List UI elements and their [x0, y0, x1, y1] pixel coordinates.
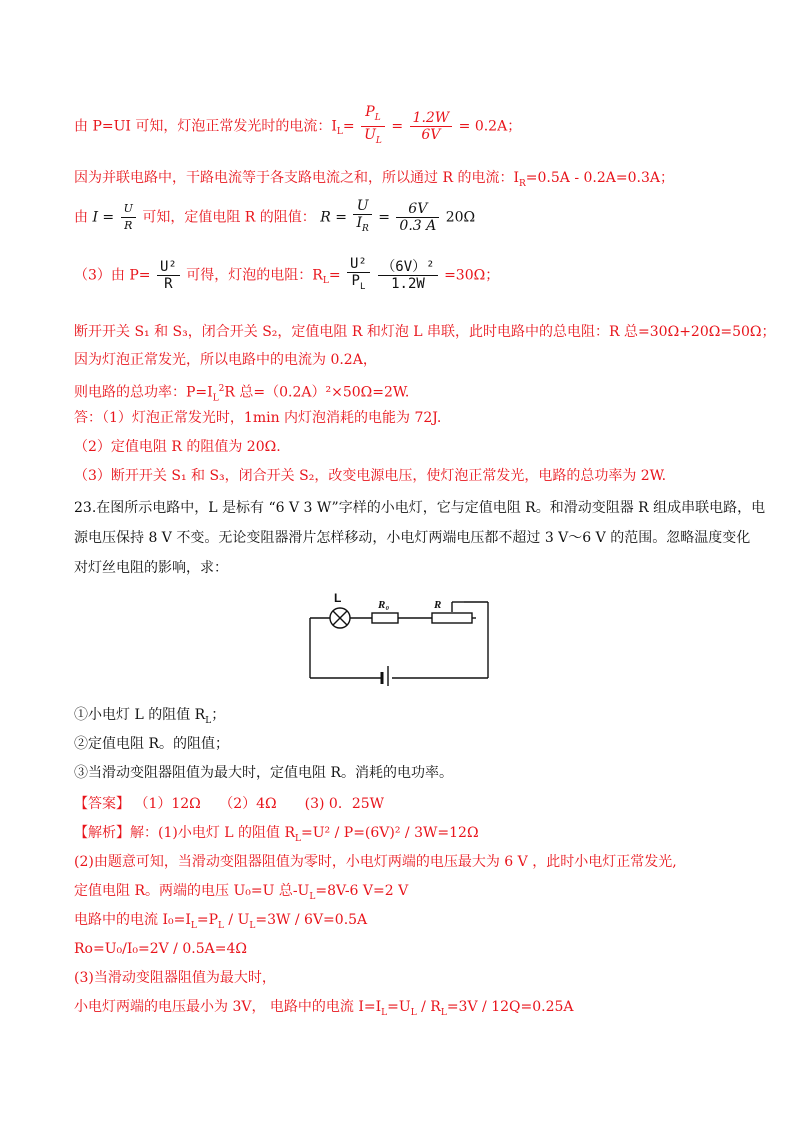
superscript: 2: [218, 384, 225, 394]
frac-den: 6V: [421, 126, 441, 143]
answer-summary: [74, 794, 384, 814]
subscript: L: [359, 281, 366, 292]
analysis-line-3: [74, 881, 408, 907]
subscript: L: [249, 920, 256, 931]
text: （2）定值电阻 R 的阻值为 20Ω.: [74, 439, 281, 455]
fraction-value: [410, 110, 453, 143]
rheostat-icon: [432, 613, 472, 623]
fraction-u-r: [121, 201, 136, 234]
text: 23.在图所示电路中，L 是标有 “6 V 3 W”字样的小电灯，它与定值电阻 R。和滑动变阻器 R 组成串联电路，电: [74, 500, 766, 516]
text: =3W / 6V=0.5A: [255, 912, 368, 928]
text: 20Ω: [445, 209, 476, 226]
formula-R: R =: [320, 209, 347, 226]
text: 定值电阻 R。两端的电压 U₀=U 总-U: [74, 883, 310, 899]
fraction-u2-pl: [347, 256, 370, 295]
text: =3V / 12Q=0.25A: [446, 999, 574, 1015]
answer-line-3: [74, 466, 666, 486]
frac-num: U²: [157, 259, 180, 276]
text: =0.5A - 0.2A=0.3A；: [525, 170, 674, 186]
subscript: L: [212, 393, 219, 404]
text: 可得，灯泡的电阻：R: [186, 267, 323, 284]
solution-line-normal: [74, 350, 377, 370]
text: ③当滑动变阻器阻值为最大时，定值电阻 R。消耗的电功率。: [74, 765, 453, 781]
subscript: R: [361, 223, 369, 234]
fraction-u2-r: [157, 259, 180, 292]
text: 【答案】 （1）12Ω （2）4Ω (3) 0．25W: [74, 796, 385, 812]
frac-num: U²: [347, 256, 370, 273]
sub-question-2: [74, 734, 229, 754]
frac-num: U: [353, 198, 371, 215]
question-23-line-3: [74, 558, 228, 578]
frac-den: 1.2W: [391, 275, 425, 292]
analysis-line-2: [74, 852, 677, 872]
text: =U: [387, 999, 411, 1015]
text: =: [378, 209, 390, 226]
subscript: L: [336, 127, 343, 138]
text: Ro=U₀/I₀=2V / 0.5A=4Ω: [74, 941, 247, 957]
r-label: R: [434, 599, 442, 611]
frac-num: P: [365, 104, 375, 120]
circuit-diagram: [300, 590, 500, 686]
text: ②定值电阻 R。的阻值；: [74, 736, 229, 752]
frac-den: P: [351, 273, 360, 289]
analysis-line-5: [74, 939, 247, 959]
text: ①小电灯 L 的阻值 R: [74, 707, 206, 723]
subscript: L: [381, 1007, 388, 1018]
subscript: L: [374, 112, 381, 123]
text: ；: [211, 707, 226, 723]
text: (2)由题意可知，当滑动变阻器阻值为零时，小电灯两端的电压最大为 6 V ，此时小电灯正常发光,: [74, 854, 677, 870]
frac-num: 1.2W: [410, 110, 453, 127]
fraction-pl-ul: [361, 104, 385, 149]
analysis-line-7: [74, 997, 574, 1023]
sub-question-1: [74, 705, 225, 731]
subscript: R: [518, 178, 526, 189]
text: =30Ω；: [444, 267, 500, 284]
text: 因为并联电路中，干路电流等于各支路电流之和，所以通过 R 的电流：I: [74, 170, 519, 186]
text: 由: [74, 209, 88, 226]
text: 对灯丝电阻的影响，求：: [74, 560, 228, 576]
answer-line-2: [74, 437, 281, 457]
subscript: L: [375, 135, 382, 146]
solution-line-lamp-resistance: [74, 256, 499, 299]
frac-num: 6V: [396, 201, 439, 218]
question-23-line-2: [74, 528, 750, 548]
frac-den: I: [356, 215, 362, 231]
text: 【解析】解：(1)小电灯 L 的阻值 R: [74, 825, 296, 841]
subscript: L: [205, 715, 212, 726]
subscript: L: [309, 891, 316, 902]
fraction-u-ir: [353, 198, 371, 237]
text: 则电路的总功率：P=I: [74, 384, 213, 401]
fraction-6v-03a: [396, 201, 439, 234]
solution-line-branch-current: [74, 168, 674, 194]
resistor-r0-icon: [372, 613, 398, 623]
frac-den: U: [364, 126, 376, 143]
text: =U² / P=(6V)² / 3W=12Ω: [301, 825, 479, 841]
text: / U: [223, 912, 250, 928]
frac-den: R: [124, 218, 133, 232]
frac-den: 0.3 A: [399, 217, 437, 234]
frac-den: R: [164, 275, 173, 292]
question-23-line-1: [74, 498, 765, 518]
text: 断开开关 S₁ 和 S₃，闭合开关 S₂，定值电阻 R 和灯泡 L 串联，此时电路中的总电阻：R 总=30Ω+20Ω=50Ω；: [74, 324, 776, 340]
text: 小电灯两端的电压最小为 3V， 电路中的电流 I=I: [74, 999, 382, 1015]
subscript: L: [190, 920, 197, 931]
subscript: L: [410, 1007, 417, 1018]
analysis-line-6: [74, 968, 276, 988]
text: =P: [196, 912, 218, 928]
text: 源电压保持 8 V 不变。无论变阻器滑片怎样移动，小电灯两端电压都不超过 3 V～6 V 的范围。忽略温度变化: [74, 530, 751, 546]
text: 答：（1）灯泡正常发光时，1min 内灯泡消耗的电能为 72J.: [74, 410, 442, 426]
subscript: L: [295, 833, 302, 844]
subscript: L: [322, 276, 329, 287]
text: （3）由 P=: [74, 267, 151, 284]
lamp-label: L: [334, 591, 342, 605]
subscript: L: [218, 920, 224, 931]
text: / R: [416, 999, 441, 1015]
text: =: [342, 118, 355, 135]
fraction-6v2-12w: [378, 259, 437, 292]
text: = 0.2A；: [458, 118, 522, 135]
frac-num: （6V）²: [378, 259, 437, 276]
formula-I: I =: [92, 209, 115, 226]
subscript: L: [440, 1007, 447, 1018]
text: =8V-6 V=2 V: [315, 883, 409, 899]
solution-line-current: 由 P=UI 可知，灯泡正常发光时的电流：$I_L=$ $\frac{P_L}{U_L}$ = $\frac{1.2W}{6V}$ = 0.2A；: [74, 104, 521, 149]
text: (3)当滑动变阻器阻值为最大时，: [74, 970, 276, 986]
text: =: [328, 267, 341, 284]
solution-line-power: [74, 379, 409, 408]
analysis-line-1: [74, 823, 479, 849]
text: 可知，定值电阻 R 的阻值：: [142, 209, 316, 226]
text: 电路中的电流 I₀=I: [74, 912, 191, 928]
answer-line-1: [74, 408, 441, 428]
solution-line-series: [74, 322, 776, 342]
solution-line-resistance: [74, 198, 475, 237]
text: R 总=（0.2A）²×50Ω=2W.: [224, 384, 410, 401]
analysis-line-4: [74, 910, 367, 936]
text: 由 P=UI 可知，灯泡正常发光时的电流：I: [74, 118, 337, 135]
frac-num: U: [121, 201, 136, 218]
sub-question-3: [74, 763, 453, 783]
text: 因为灯泡正常发光，所以电路中的电流为 0.2A，: [74, 352, 377, 368]
r0-label: R₀: [378, 599, 390, 611]
text: （3）断开开关 S₁ 和 S₃，闭合开关 S₂，改变电源电压，使灯泡正常发光，电路的总功率为 2W.: [74, 468, 667, 484]
